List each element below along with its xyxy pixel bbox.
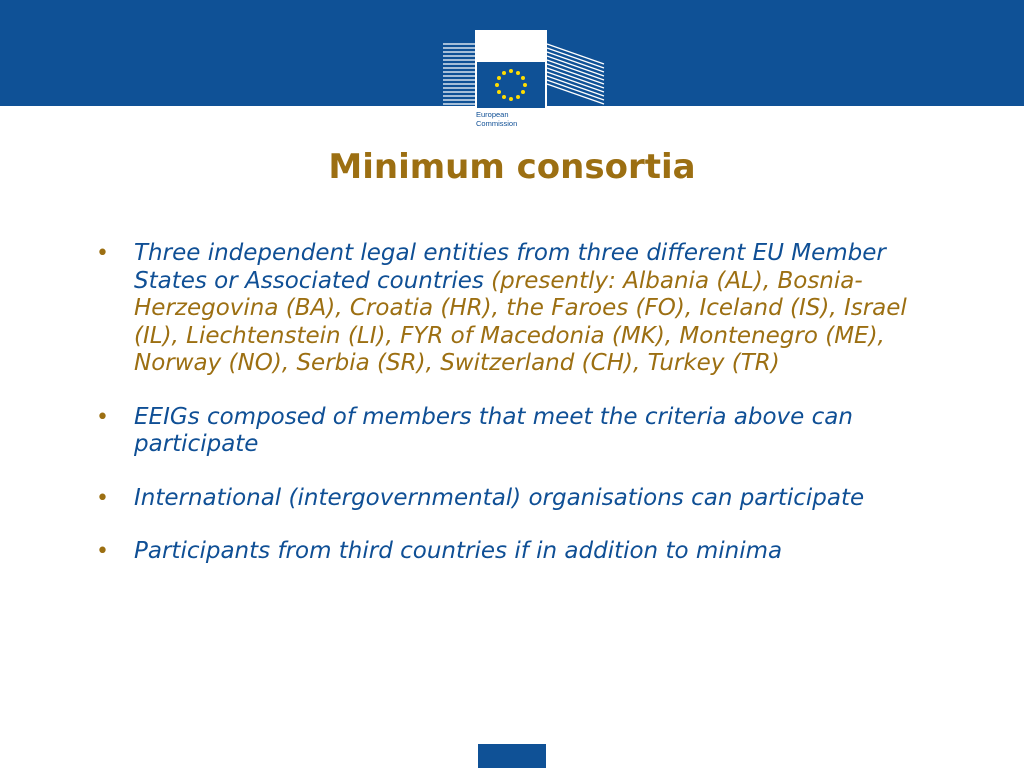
- bullet-item: [96, 240, 946, 378]
- bullet-text: Participants from third countries if in addition to minima: [134, 538, 783, 564]
- slide-title: Minimum consortia: [328, 147, 696, 187]
- logo-line-1: European: [476, 110, 509, 119]
- bullet-dot-icon: •: [96, 539, 109, 564]
- bullet-dot-icon: •: [96, 404, 109, 430]
- bullet-item: [96, 485, 946, 513]
- bullet-list: [96, 240, 946, 592]
- logo-caption: [476, 110, 546, 128]
- bullet-text: Three independent legal entities from three different EU Member States or Associated countries: [134, 240, 886, 294]
- bullet-item: [96, 538, 946, 566]
- bullet-text: EEIGs composed of members that meet the criteria above can participate: [134, 403, 853, 457]
- footer-flag-icon: [478, 744, 546, 768]
- european-commission-logo: [441, 30, 606, 143]
- bullet-note: (presently: Albania (AL), Bosnia-Herzegovina (BA), Croatia (HR), the Faroes (FO), Iceland (IS), Israel (IL), Liechtenstein (LI), FYR of Macedonia (MK), Montenegro (ME), Norway (NO), Serbia (SR), Switzerland (CH), Turkey (TR): [134, 267, 907, 376]
- bullet-text: International (intergovernmental) organisations can participate: [134, 484, 865, 511]
- bullet-item: [96, 404, 946, 459]
- logo-line-2: Commission: [476, 119, 518, 128]
- bullet-dot-icon: •: [96, 241, 109, 266]
- bullet-dot-icon: •: [96, 485, 109, 511]
